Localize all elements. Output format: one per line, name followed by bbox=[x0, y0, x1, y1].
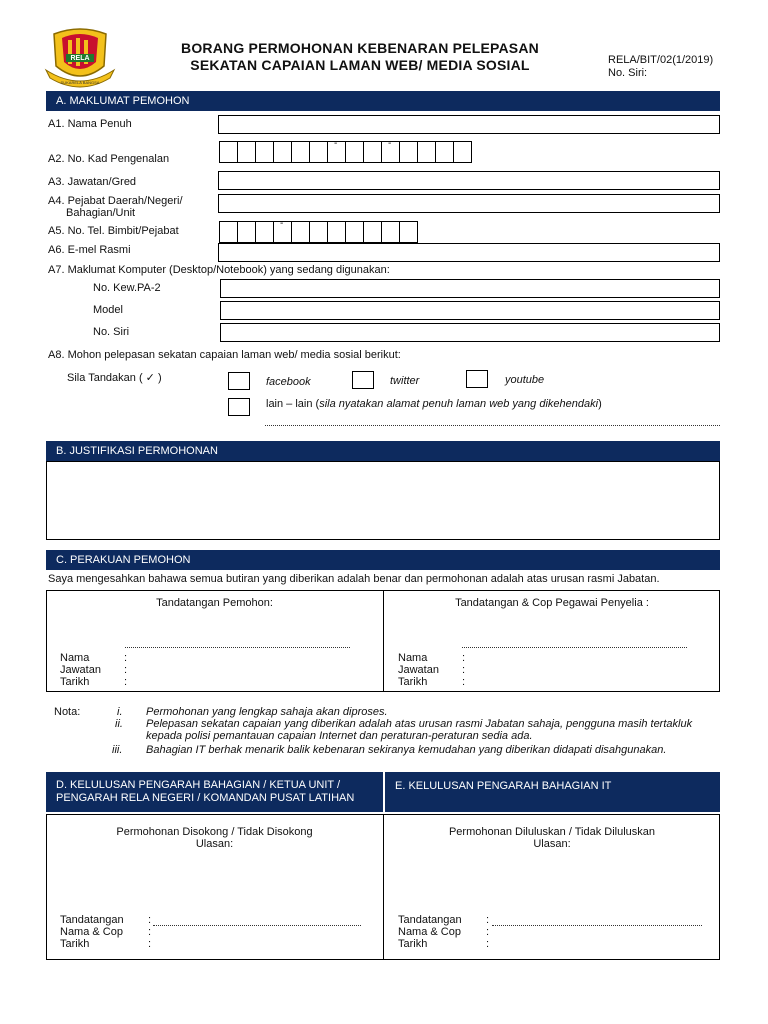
position-field[interactable] bbox=[218, 171, 720, 190]
form-title-line1: BORANG PERMOHONAN KEBENARAN PELEPASAN bbox=[181, 40, 539, 56]
phone-cell[interactable] bbox=[309, 221, 328, 243]
facebook-label: facebook bbox=[266, 376, 311, 388]
applicant-date-label: Tarikh bbox=[60, 676, 90, 688]
justification-field[interactable] bbox=[46, 461, 720, 540]
applicant-signature-line[interactable] bbox=[125, 647, 350, 648]
section-d-header bbox=[46, 772, 383, 812]
a1-label: A1. Nama Penuh bbox=[48, 118, 132, 130]
applicant-signature-label: Tandatangan Pemohon: bbox=[156, 597, 273, 609]
e-name-stamp-label: Nama & Cop bbox=[398, 926, 461, 938]
section-a-header: A. MAKLUMAT PEMOHON bbox=[46, 91, 720, 111]
ic-cell[interactable] bbox=[273, 141, 292, 163]
notes-label: Nota: bbox=[54, 706, 81, 718]
form-ref-code: RELA/BIT/02(1/2019) bbox=[608, 54, 714, 66]
tick-instruction: Sila Tandakan ( ✓ ) bbox=[67, 372, 162, 384]
colon: : bbox=[486, 938, 490, 950]
note-number: ii. bbox=[115, 718, 123, 730]
note-text: Bahagian IT berhak menarik balik kebenaran sekiranya kemudahan yang diberikan didapati disahgunakan. bbox=[146, 744, 667, 756]
other-site-label bbox=[266, 398, 602, 411]
section-d-title-line1: D. KELULUSAN PENGARAH BAHAGIAN / KETUA UNIT / bbox=[56, 779, 341, 791]
ic-cell[interactable] bbox=[453, 141, 472, 163]
note-text: Permohonan yang lengkap sahaja akan diproses. bbox=[146, 706, 388, 718]
phone-cell[interactable] bbox=[345, 221, 364, 243]
phone-cell[interactable] bbox=[399, 221, 418, 243]
d-decision-label: Permohonan Disokong / Tidak Disokong bbox=[116, 826, 313, 838]
ic-cell[interactable] bbox=[237, 141, 256, 163]
e-sign-label: Tandatangan bbox=[398, 914, 462, 926]
full-name-field[interactable] bbox=[218, 115, 720, 134]
twitter-label: twitter bbox=[390, 375, 420, 387]
ic-cell[interactable] bbox=[255, 141, 274, 163]
ic-cell[interactable] bbox=[381, 141, 400, 163]
d-ulasan-label: Ulasan: bbox=[195, 838, 234, 850]
colon: : bbox=[148, 938, 152, 950]
section-b-header: B. JUSTIFIKASI PERMOHONAN bbox=[46, 441, 720, 461]
colon: : bbox=[148, 914, 152, 926]
colon: : bbox=[486, 914, 490, 926]
supervisor-signature-line[interactable] bbox=[462, 647, 687, 648]
twitter-checkbox[interactable] bbox=[352, 371, 374, 389]
office-field[interactable] bbox=[218, 194, 720, 213]
serial-no-field[interactable] bbox=[220, 323, 720, 342]
kew-pa2-field[interactable] bbox=[220, 279, 720, 298]
ic-cell[interactable] bbox=[345, 141, 364, 163]
youtube-checkbox[interactable] bbox=[466, 370, 488, 388]
a8-label: A8. Mohon pelepasan sekatan capaian laman web/ media sosial berikut: bbox=[48, 349, 401, 361]
a4-label-line1: A4. Pejabat Daerah/Negeri/ bbox=[48, 195, 183, 207]
section-e-header bbox=[385, 772, 720, 812]
a2-label: A2. No. Kad Pengenalan bbox=[48, 153, 170, 165]
section-e-title: E. KELULUSAN PENGARAH BAHAGIAN IT bbox=[395, 780, 612, 792]
phone-cell[interactable] bbox=[255, 221, 274, 243]
a7-label: A7. Maklumat Komputer (Desktop/Notebook) yang sedang digunakan: bbox=[48, 264, 390, 276]
d-date-label: Tarikh bbox=[60, 938, 90, 950]
supervisor-signature-label: Tandatangan & Cop Pegawai Penyelia : bbox=[455, 597, 649, 609]
other-site-checkbox[interactable] bbox=[228, 398, 250, 416]
kew-label: No. Kew.PA-2 bbox=[93, 282, 161, 294]
note-number: i. bbox=[117, 706, 123, 718]
phone-cell[interactable] bbox=[363, 221, 382, 243]
youtube-label: youtube bbox=[505, 374, 545, 386]
e-date-label: Tarikh bbox=[398, 938, 428, 950]
phone-cell[interactable] bbox=[327, 221, 346, 243]
other-instruction: sila nyatakan alamat penuh laman web yang dikehendaki bbox=[319, 398, 599, 410]
email-field[interactable] bbox=[218, 243, 720, 262]
facebook-checkbox[interactable] bbox=[228, 372, 250, 390]
d-sign-label: Tandatangan bbox=[60, 914, 124, 926]
rela-logo bbox=[44, 26, 116, 88]
ic-cell[interactable] bbox=[435, 141, 454, 163]
colon: : bbox=[462, 652, 466, 664]
e-ulasan-label: Ulasan: bbox=[533, 838, 571, 850]
colon: : bbox=[124, 676, 128, 688]
ic-cell[interactable] bbox=[399, 141, 418, 163]
form-title-line2: SEKATAN CAPAIAN LAMAN WEB/ MEDIA SOSIAL bbox=[190, 57, 530, 73]
e-decision-label: Permohonan Diluluskan / Tidak Diluluskan bbox=[448, 826, 656, 838]
applicant-name-label: Nama bbox=[60, 652, 90, 664]
ic-cell[interactable] bbox=[363, 141, 382, 163]
phone-number-field[interactable] bbox=[219, 221, 418, 243]
d-signature-line[interactable] bbox=[153, 925, 361, 926]
phone-cell[interactable] bbox=[219, 221, 238, 243]
colon: : bbox=[462, 664, 466, 676]
ic-cell[interactable] bbox=[417, 141, 436, 163]
a6-label: A6. E-mel Rasmi bbox=[48, 244, 131, 256]
phone-cell[interactable] bbox=[237, 221, 256, 243]
applicant-position-label: Jawatan bbox=[60, 664, 101, 676]
note-text: kepada polisi pemantauan capaian Internet dan peraturan-peraturan sedia ada. bbox=[146, 730, 533, 742]
model-field[interactable] bbox=[220, 301, 720, 320]
colon: : bbox=[148, 926, 152, 938]
ic-cell[interactable] bbox=[309, 141, 328, 163]
serial-no-label: No. Siri bbox=[93, 326, 130, 338]
a5-label: A5. No. Tel. Bimbit/Pejabat bbox=[48, 225, 179, 237]
declaration-text: Saya mengesahkan bahawa semua butiran yang diberikan adalah benar dan permohonan adalah atas urusan rasmi Jabatan. bbox=[48, 573, 660, 585]
section-c-header: C. PERAKUAN PEMOHON bbox=[46, 550, 720, 570]
serial-label: No. Siri: bbox=[608, 67, 648, 79]
ic-number-field[interactable] bbox=[219, 141, 472, 163]
other-prefix: lain – lain ( bbox=[266, 398, 320, 410]
ic-cell[interactable] bbox=[327, 141, 346, 163]
note-number: iii. bbox=[112, 744, 123, 756]
d-name-stamp-label: Nama & Cop bbox=[60, 926, 123, 938]
phone-cell[interactable] bbox=[291, 221, 310, 243]
supervisor-date-label: Tarikh bbox=[398, 676, 428, 688]
svg-text:RELA: RELA bbox=[70, 55, 90, 62]
section-d-title-line2: PENGARAH RELA NEGERI / KOMANDAN PUSAT LATIHAN bbox=[56, 792, 355, 804]
svg-text:SUKARELA BANGSA: SUKARELA BANGSA bbox=[60, 80, 100, 85]
a3-label: A3. Jawatan/Gred bbox=[48, 176, 137, 188]
supervisor-name-label: Nama bbox=[398, 652, 428, 664]
colon: : bbox=[124, 664, 128, 676]
colon: : bbox=[462, 676, 466, 688]
other-suffix: ) bbox=[598, 398, 602, 410]
ic-cell[interactable] bbox=[219, 141, 238, 163]
colon: : bbox=[486, 926, 490, 938]
ic-cell[interactable] bbox=[291, 141, 310, 163]
a4-label-line2: Bahagian/Unit bbox=[66, 207, 136, 219]
other-site-input-line[interactable] bbox=[265, 425, 720, 426]
phone-cell[interactable] bbox=[381, 221, 400, 243]
supervisor-position-label: Jawatan bbox=[398, 664, 439, 676]
model-label: Model bbox=[93, 304, 123, 316]
colon: : bbox=[124, 652, 128, 664]
e-signature-line[interactable] bbox=[492, 925, 702, 926]
note-text: Pelepasan sekatan capaian yang diberikan adalah atas urusan rasmi Jabatan sahaja, pengguna masih tertakluk bbox=[146, 718, 693, 730]
phone-cell[interactable] bbox=[273, 221, 292, 243]
